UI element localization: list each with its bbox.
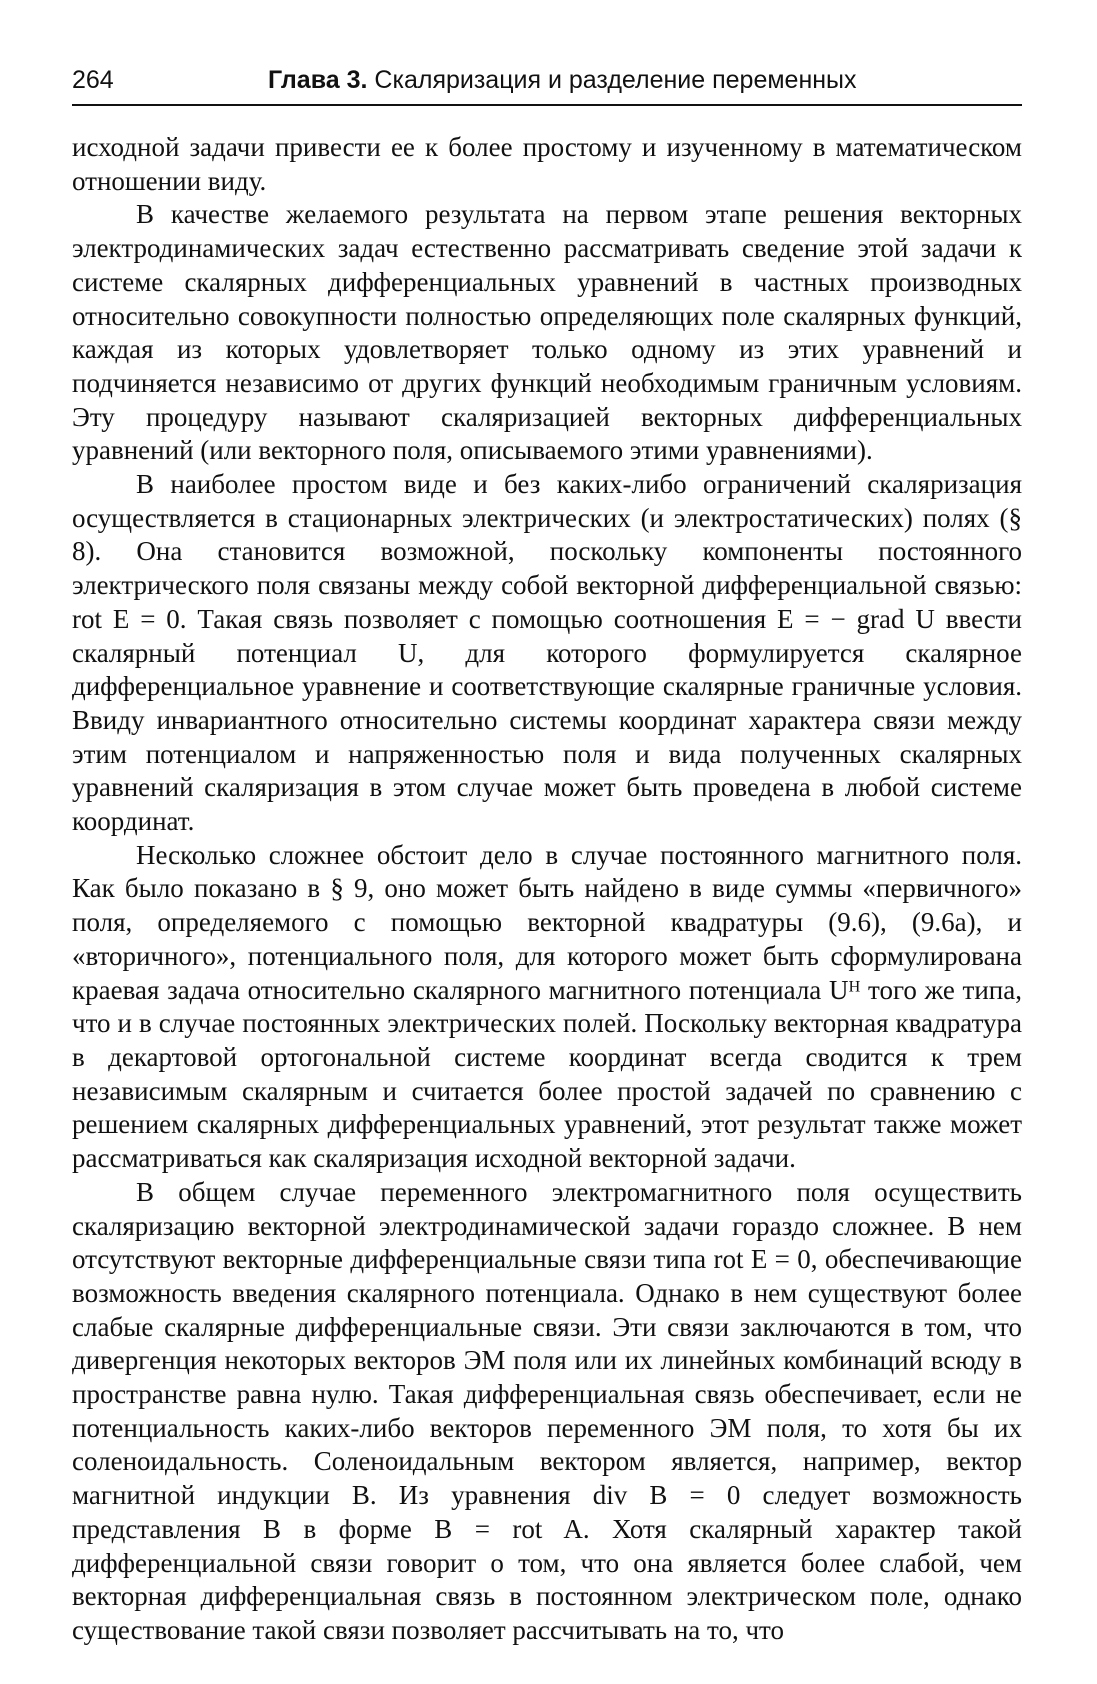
body-text: [72, 131, 1022, 1648]
page-number: 264: [72, 66, 114, 94]
paragraph-3: В наиболее простом виде и без каких-либо ограничений скаляризация осуществляется в стационарных электрических (и электростатических) полях (§ 8). Она становится возможной, поскольку компоненты постоянного электрического поля связаны между собой векторной дифференциальной связью: rot E = 0. Такая связь позволяет с помощью соотношения E = − grad U ввести скалярный потенциал U, для которого формулируется скалярное дифференциальное уравнение и соответствующие скалярные граничные условия. Ввиду инвариантного относительно системы координат характера связи между этим потенциалом и напряженностью поля и вида полученных скалярных уравнений скаляризация в этом случае может быть проведена в любой системе координат.: [72, 469, 1022, 837]
chapter-label: Глава 3.: [268, 66, 368, 94]
paragraph-4: Несколько сложнее обстоит дело в случае постоянного магнитного поля. Как было показано в § 9, оно может быть найдено в виде суммы «первичного» поля, определяемого с помощью векторной квадратуры (9.6), (9.6а), и «вторичного», потенциального поля, для которого может быть сформулирована краевая задача относительно скалярного магнитного потенциала Uᴴ того же типа, что и в случае постоянных электрических полей. Поскольку векторная квадратура в декартовой ортогональной системе координат всегда сводится к трем независимым скалярным и считается более простой задачей по сравнению с решением скалярных дифференциальных уравнений, этот результат также может рассматриваться как скаляризация исходной векторной задачи.: [72, 839, 1022, 1174]
chapter-title: Скаляризация и разделение переменных: [374, 66, 857, 94]
running-head: [72, 60, 1022, 100]
header-rule: [72, 104, 1022, 106]
paragraph-5: В общем случае переменного электромагнитного поля осуществить скаляризацию векторной электродинамической задачи гораздо сложнее. В нем отсутствуют векторные дифференциальные связи типа rot E = 0, обеспечивающие возможность введения скалярного потенциала. Однако в нем существуют более слабые скалярные дифференциальные связи. Эти связи заключаются в том, что дивергенция некоторых векторов ЭМ поля или их линейных комбинаций всюду в пространстве равна нулю. Такая дифференциальная связь обеспечивает, если не потенциальность каких-либо векторов переменного ЭМ поля, то хотя бы их соленоидальность. Соленоидальным вектором является, например, вектор магнитной индукции B. Из уравнения div B = 0 следует возможность представления B в форме B = rot A. Хотя скалярный характер такой дифференциальной связи говорит о том, что она является более слабой, чем векторная дифференциальная связь в постоянном электрическом поле, однако существование такой связи позволяет рассчитывать на то, что: [72, 1176, 1022, 1645]
chapter-heading: [268, 60, 857, 100]
paragraph-2: В качестве желаемого результата на первом этапе решения векторных электродинамических задач естественно рассматривать сведение этой задачи к системе скалярных дифференциальных уравнений в частных производных относительно совокупности полностью определяющих поле скалярных функций, каждая из которых удовлетворяет только одному из этих уравнений и подчиняется независимо от других функций необходимым граничным условиям. Эту процедуру называют скаляризацией векторных дифференциальных уравнений (или векторного поля, описываемого этими уравнениями).: [72, 199, 1022, 466]
paragraph-1: исходной задачи привести ее к более простому и изученному в математическом отношении виду.: [72, 132, 1022, 196]
